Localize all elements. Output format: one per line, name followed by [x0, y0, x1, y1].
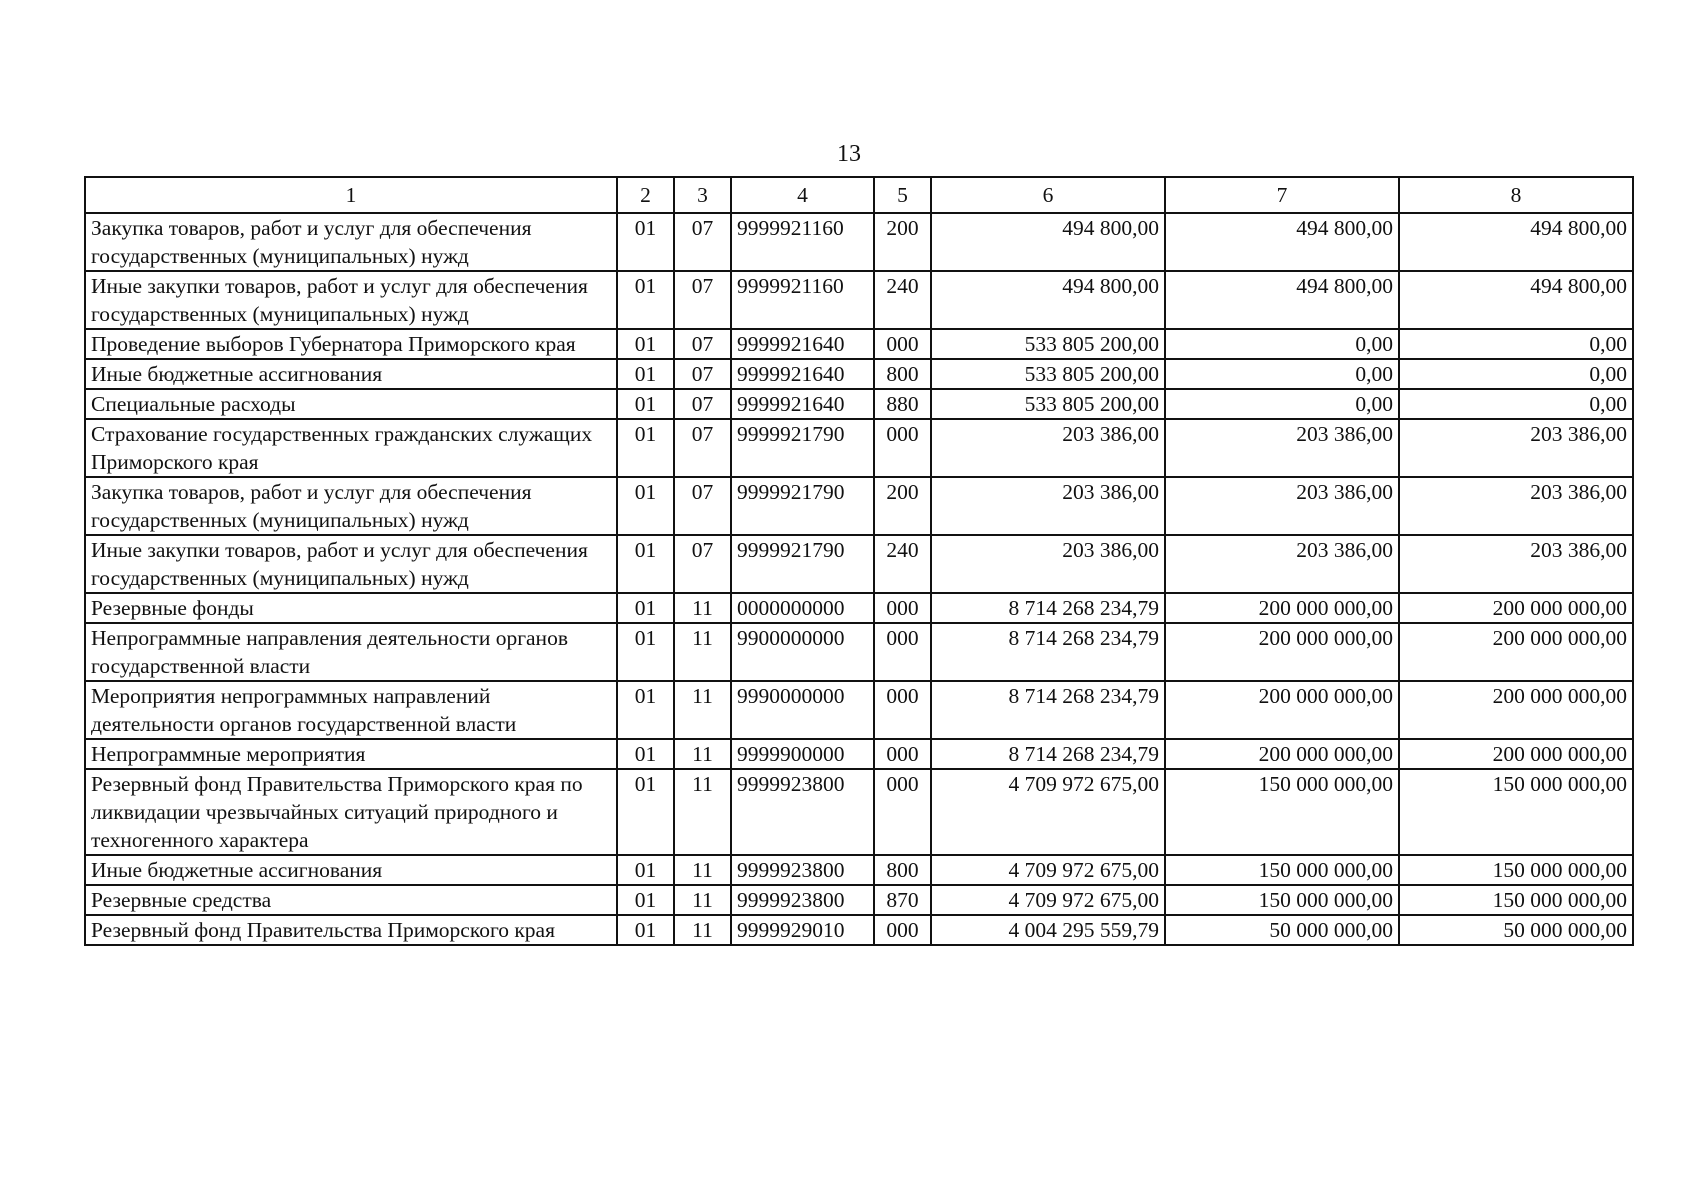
- expense-type-cell: 000: [874, 769, 931, 855]
- table-row: [85, 477, 1633, 535]
- row-name-cell: Страхование государственных гражданских служащих Приморского края: [85, 419, 617, 477]
- column-number-header: 4: [731, 177, 874, 213]
- page-number: 13: [837, 141, 861, 167]
- section-code-cell: 01: [617, 389, 674, 419]
- column-number-header: 5: [874, 177, 931, 213]
- section-code-cell: 01: [617, 681, 674, 739]
- amount-col7-cell: 200 000 000,00: [1165, 739, 1399, 769]
- amount-col6-cell: 533 805 200,00: [931, 389, 1165, 419]
- column-number-header: 3: [674, 177, 731, 213]
- table-row: [85, 213, 1633, 271]
- target-article-cell: 9999929010: [731, 915, 874, 945]
- row-name-cell: Резервный фонд Правительства Приморского края по ликвидации чрезвычайных ситуаций природного и техногенного характера: [85, 769, 617, 855]
- table-row: [85, 739, 1633, 769]
- column-number-header: 8: [1399, 177, 1633, 213]
- amount-col7-cell: 200 000 000,00: [1165, 623, 1399, 681]
- column-number-header: 2: [617, 177, 674, 213]
- amount-col7-cell: 200 000 000,00: [1165, 681, 1399, 739]
- row-name-cell: Резервный фонд Правительства Приморского края: [85, 915, 617, 945]
- section-code-cell: 01: [617, 359, 674, 389]
- expense-type-cell: 240: [874, 271, 931, 329]
- table-row: [85, 419, 1633, 477]
- target-article-cell: 9999923800: [731, 855, 874, 885]
- section-code-cell: 01: [617, 271, 674, 329]
- subsection-code-cell: 11: [674, 769, 731, 855]
- expense-type-cell: 000: [874, 681, 931, 739]
- expense-type-cell: 800: [874, 855, 931, 885]
- section-code-cell: 01: [617, 477, 674, 535]
- expense-type-cell: 870: [874, 885, 931, 915]
- amount-col8-cell: 0,00: [1399, 329, 1633, 359]
- amount-col6-cell: 203 386,00: [931, 535, 1165, 593]
- subsection-code-cell: 07: [674, 213, 731, 271]
- subsection-code-cell: 11: [674, 623, 731, 681]
- section-code-cell: 01: [617, 855, 674, 885]
- expense-type-cell: 000: [874, 419, 931, 477]
- section-code-cell: 01: [617, 593, 674, 623]
- section-code-cell: 01: [617, 739, 674, 769]
- section-code-cell: 01: [617, 329, 674, 359]
- subsection-code-cell: 07: [674, 477, 731, 535]
- amount-col7-cell: 203 386,00: [1165, 477, 1399, 535]
- amount-col6-cell: 203 386,00: [931, 477, 1165, 535]
- amount-col7-cell: 200 000 000,00: [1165, 593, 1399, 623]
- target-article-cell: 9999921790: [731, 419, 874, 477]
- target-article-cell: 9990000000: [731, 681, 874, 739]
- amount-col7-cell: 494 800,00: [1165, 213, 1399, 271]
- target-article-cell: 9999900000: [731, 739, 874, 769]
- column-number-header-row: [85, 177, 1633, 213]
- expense-type-cell: 000: [874, 739, 931, 769]
- amount-col6-cell: 8 714 268 234,79: [931, 681, 1165, 739]
- amount-col8-cell: 200 000 000,00: [1399, 623, 1633, 681]
- amount-col8-cell: 150 000 000,00: [1399, 769, 1633, 855]
- expense-type-cell: 000: [874, 593, 931, 623]
- amount-col7-cell: 203 386,00: [1165, 419, 1399, 477]
- section-code-cell: 01: [617, 623, 674, 681]
- amount-col6-cell: 4 709 972 675,00: [931, 769, 1165, 855]
- table-row: [85, 681, 1633, 739]
- amount-col7-cell: 50 000 000,00: [1165, 915, 1399, 945]
- section-code-cell: 01: [617, 213, 674, 271]
- amount-col7-cell: 0,00: [1165, 359, 1399, 389]
- amount-col6-cell: 203 386,00: [931, 419, 1165, 477]
- subsection-code-cell: 11: [674, 739, 731, 769]
- amount-col6-cell: 8 714 268 234,79: [931, 623, 1165, 681]
- expense-type-cell: 000: [874, 623, 931, 681]
- row-name-cell: Непрограммные направления деятельности органов государственной власти: [85, 623, 617, 681]
- amount-col8-cell: 200 000 000,00: [1399, 593, 1633, 623]
- section-code-cell: 01: [617, 885, 674, 915]
- table-row: [85, 329, 1633, 359]
- section-code-cell: 01: [617, 535, 674, 593]
- expense-type-cell: 800: [874, 359, 931, 389]
- table-row: [85, 271, 1633, 329]
- amount-col6-cell: 8 714 268 234,79: [931, 593, 1165, 623]
- amount-col8-cell: 200 000 000,00: [1399, 739, 1633, 769]
- amount-col8-cell: 494 800,00: [1399, 271, 1633, 329]
- table-body: [85, 213, 1633, 945]
- subsection-code-cell: 11: [674, 681, 731, 739]
- amount-col7-cell: 150 000 000,00: [1165, 769, 1399, 855]
- row-name-cell: Закупка товаров, работ и услуг для обеспечения государственных (муниципальных) нужд: [85, 477, 617, 535]
- amount-col6-cell: 494 800,00: [931, 271, 1165, 329]
- row-name-cell: Мероприятия непрограммных направлений деятельности органов государственной власти: [85, 681, 617, 739]
- table-row: [85, 593, 1633, 623]
- section-code-cell: 01: [617, 769, 674, 855]
- subsection-code-cell: 07: [674, 389, 731, 419]
- subsection-code-cell: 07: [674, 535, 731, 593]
- subsection-code-cell: 11: [674, 915, 731, 945]
- expense-type-cell: 000: [874, 329, 931, 359]
- row-name-cell: Иные закупки товаров, работ и услуг для обеспечения государственных (муниципальных) нужд: [85, 271, 617, 329]
- row-name-cell: Проведение выборов Губернатора Приморского края: [85, 329, 617, 359]
- amount-col8-cell: 494 800,00: [1399, 213, 1633, 271]
- subsection-code-cell: 07: [674, 329, 731, 359]
- target-article-cell: 9999921640: [731, 389, 874, 419]
- column-number-header: 6: [931, 177, 1165, 213]
- subsection-code-cell: 07: [674, 271, 731, 329]
- amount-col8-cell: 203 386,00: [1399, 535, 1633, 593]
- row-name-cell: Резервные средства: [85, 885, 617, 915]
- table-row: [85, 885, 1633, 915]
- amount-col8-cell: 150 000 000,00: [1399, 885, 1633, 915]
- table-row: [85, 359, 1633, 389]
- amount-col8-cell: 150 000 000,00: [1399, 855, 1633, 885]
- row-name-cell: Специальные расходы: [85, 389, 617, 419]
- budget-table: [84, 176, 1634, 946]
- target-article-cell: 9999921640: [731, 329, 874, 359]
- amount-col6-cell: 494 800,00: [931, 213, 1165, 271]
- subsection-code-cell: 07: [674, 419, 731, 477]
- target-article-cell: 9999921640: [731, 359, 874, 389]
- expense-type-cell: 200: [874, 477, 931, 535]
- target-article-cell: 9999921790: [731, 477, 874, 535]
- amount-col6-cell: 533 805 200,00: [931, 329, 1165, 359]
- amount-col8-cell: 0,00: [1399, 389, 1633, 419]
- target-article-cell: 0000000000: [731, 593, 874, 623]
- target-article-cell: 9999923800: [731, 769, 874, 855]
- expense-type-cell: 240: [874, 535, 931, 593]
- table-row: [85, 623, 1633, 681]
- target-article-cell: 9999923800: [731, 885, 874, 915]
- target-article-cell: 9999921790: [731, 535, 874, 593]
- amount-col8-cell: 203 386,00: [1399, 477, 1633, 535]
- row-name-cell: Иные бюджетные ассигнования: [85, 359, 617, 389]
- amount-col8-cell: 203 386,00: [1399, 419, 1633, 477]
- amount-col8-cell: 50 000 000,00: [1399, 915, 1633, 945]
- amount-col8-cell: 200 000 000,00: [1399, 681, 1633, 739]
- target-article-cell: 9999921160: [731, 213, 874, 271]
- table-row: [85, 535, 1633, 593]
- subsection-code-cell: 11: [674, 593, 731, 623]
- expense-type-cell: 000: [874, 915, 931, 945]
- table-row: [85, 769, 1633, 855]
- column-number-header: 7: [1165, 177, 1399, 213]
- subsection-code-cell: 11: [674, 885, 731, 915]
- section-code-cell: 01: [617, 419, 674, 477]
- row-name-cell: Иные закупки товаров, работ и услуг для обеспечения государственных (муниципальных) нужд: [85, 535, 617, 593]
- amount-col7-cell: 0,00: [1165, 389, 1399, 419]
- amount-col6-cell: 8 714 268 234,79: [931, 739, 1165, 769]
- row-name-cell: Непрограммные мероприятия: [85, 739, 617, 769]
- row-name-cell: Закупка товаров, работ и услуг для обеспечения государственных (муниципальных) нужд: [85, 213, 617, 271]
- amount-col8-cell: 0,00: [1399, 359, 1633, 389]
- column-number-header: 1: [85, 177, 617, 213]
- amount-col6-cell: 4 004 295 559,79: [931, 915, 1165, 945]
- table-row: [85, 855, 1633, 885]
- section-code-cell: 01: [617, 915, 674, 945]
- expense-type-cell: 880: [874, 389, 931, 419]
- subsection-code-cell: 11: [674, 855, 731, 885]
- row-name-cell: Иные бюджетные ассигнования: [85, 855, 617, 885]
- table-row: [85, 915, 1633, 945]
- amount-col6-cell: 4 709 972 675,00: [931, 885, 1165, 915]
- amount-col6-cell: 533 805 200,00: [931, 359, 1165, 389]
- amount-col6-cell: 4 709 972 675,00: [931, 855, 1165, 885]
- target-article-cell: 9999921160: [731, 271, 874, 329]
- subsection-code-cell: 07: [674, 359, 731, 389]
- target-article-cell: 9900000000: [731, 623, 874, 681]
- table-row: [85, 389, 1633, 419]
- row-name-cell: Резервные фонды: [85, 593, 617, 623]
- amount-col7-cell: 0,00: [1165, 329, 1399, 359]
- expense-type-cell: 200: [874, 213, 931, 271]
- amount-col7-cell: 150 000 000,00: [1165, 885, 1399, 915]
- amount-col7-cell: 494 800,00: [1165, 271, 1399, 329]
- amount-col7-cell: 150 000 000,00: [1165, 855, 1399, 885]
- amount-col7-cell: 203 386,00: [1165, 535, 1399, 593]
